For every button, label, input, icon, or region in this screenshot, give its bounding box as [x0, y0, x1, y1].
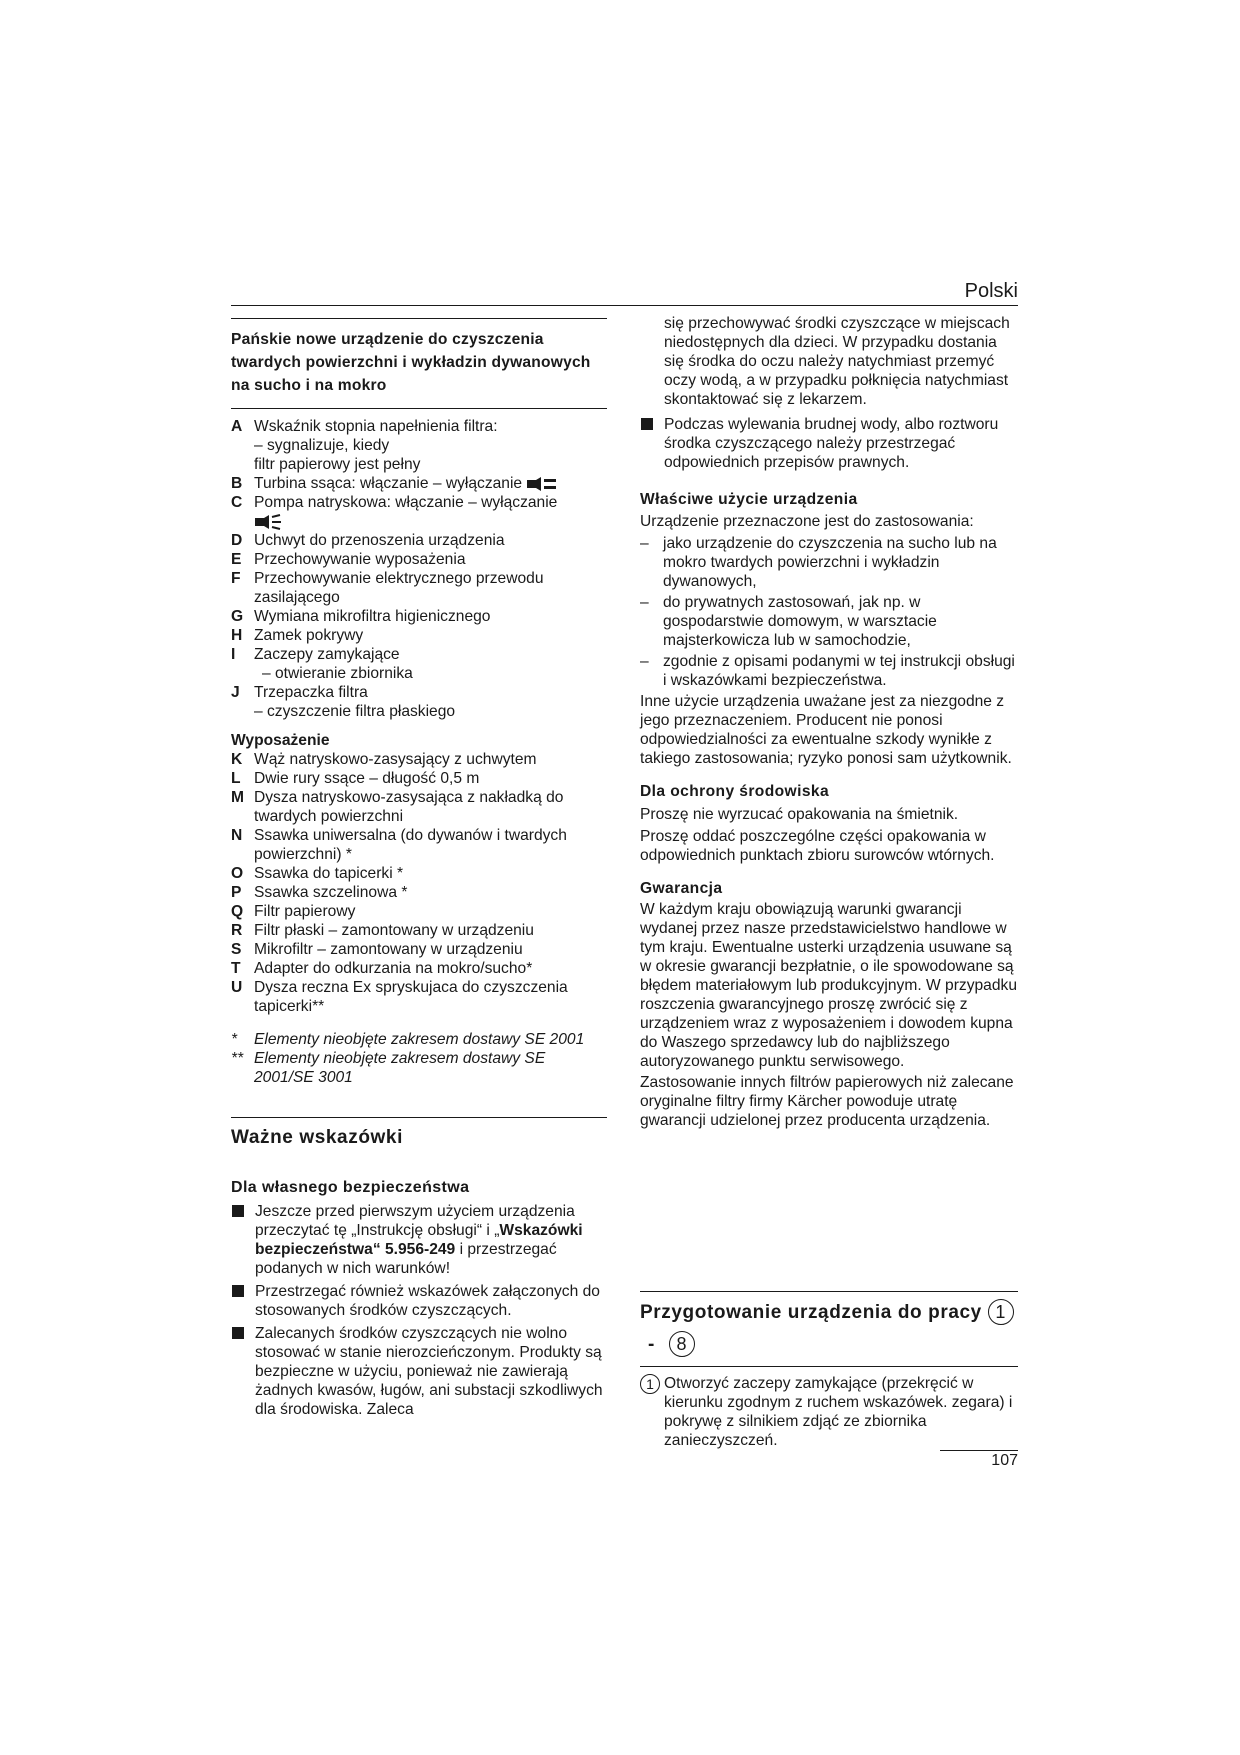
list-item: O Ssawka do tapicerki * [231, 865, 404, 882]
safety-bullet: Podczas wylewania brudnej wody, albo roztworu środka czyszczącego należy przestrzegać odpowiednich przepisów prawnych. [640, 415, 1018, 472]
important-rule [231, 1117, 607, 1118]
environment-p2: Proszę oddać poszczególne części opakowania w odpowiednich punktach zbioru surowców wtórnych. [640, 828, 995, 864]
list-item: – jako urządzenie do czyszczenia na sucho lub na mokro twardych powierzchni i wykładzin dywanowych, [640, 535, 997, 590]
list-item: Q Filtr papierowy [231, 903, 356, 920]
list-item: B Turbina ssąca: włączanie – wyłączanie [231, 474, 607, 493]
header-rule [231, 305, 1018, 306]
page-number: 107 [991, 1452, 1018, 1469]
intro-bottom-rule [231, 408, 607, 409]
environment-p1: Proszę nie wyrzucać opakowania na śmietnik. [640, 806, 959, 823]
footnote: ** Elementy nieobjęte zakresem dostawy SE 2001/SE 3001 [231, 1050, 546, 1086]
figure-ref-to: 8 [669, 1331, 695, 1357]
warranty-p1: W każdym kraju obowiązują warunki gwarancji wydanej przez nasze przedstawicielstwo handlowe w tym kraju. Ewentualne usterki urządzenia usuwane są w okresie gwarancji bezpłatnie, o ile spowodowane są błędem materiałowym lub produkcyjnym. W przypadku roszczenia gwarancyjnego proszę zwrócić się z urządzeniem wraz z wyposażeniem i dowodem kupna do Waszego sprzedawcy lub do najbliższego autoryzowanego punktu serwisowego. [640, 901, 1017, 1070]
important-heading: Ważne wskazówki [231, 1127, 403, 1148]
list-item: U Dysza reczna Ex spryskujaca do czyszczenia tapicerki** [231, 979, 568, 1015]
list-item: J Trzepaczka filtra [231, 684, 368, 701]
accessories-heading: Wyposażenie [231, 732, 330, 749]
intro-heading-block [231, 328, 607, 397]
step-item: 1 Otworzyć zaczepy zamykające (przekręcić w kierunku zgodnym z ruchem wskazówek. zegara) i pokrywę z silnikiem zdjąć ze zbiornika zanieczyszczeń. [640, 1374, 1018, 1450]
list-item: filtr papierowy jest pełny [254, 456, 421, 473]
safety-subheading: Dla własnego bezpieczeństwa [231, 1179, 470, 1196]
safety-bullet: Zalecanych środków czyszczących nie wolno stosować w stanie nierozcieńczonym. Produkty są bezpieczne w użyciu, ponieważ nie zawierają żadnych kwasów, ługów, ani substacji szkodliwych dla środowiska. Zaleca [231, 1324, 607, 1419]
bullet-square-icon [232, 1205, 244, 1217]
list-item: F Przechowywanie elektrycznego przewodu zasilającego [231, 570, 544, 606]
intro-top-rule [231, 318, 607, 319]
right-column-top [640, 314, 1018, 1130]
language-label: Polski [964, 280, 1018, 302]
list-item: C Pompa natryskowa: włączanie – wyłączanie [231, 493, 607, 531]
list-item: L Dwie rury ssące – długość 0,5 m [231, 770, 480, 787]
prep-top-rule [640, 1291, 1018, 1292]
list-item: H Zamek pokrywy [231, 627, 364, 644]
preparation-section [640, 1297, 1018, 1450]
list-item: – zgodnie z opisami podanymi w tej instrukcji obsługi i wskazówkami bezpieczeństwa. [640, 653, 1015, 689]
list-item: – otwieranie zbiornika [262, 665, 413, 682]
step-number: 1 [640, 1374, 660, 1394]
parts-list [231, 417, 607, 1087]
turbine-switch-icon [526, 477, 558, 491]
bullet-square-icon [232, 1327, 244, 1339]
warranty-heading: Gwarancja [640, 880, 723, 897]
preparation-heading: Przygotowanie urządzenia do pracy 1 - 8 [640, 1297, 1018, 1361]
list-item: R Filtr płaski – zamontowany w urządzeniu [231, 922, 534, 939]
bullet-square-icon [641, 418, 653, 430]
proper-use-heading: Właściwe użycie urządzenia [640, 491, 858, 508]
intro-heading: Pańskie nowe urządzenie do czyszczenia twardych powierzchni i wykładzin dywanowych na sucho i na mokro [231, 331, 591, 394]
list-item: N Ssawka uniwersalna (do dywanów i twardych powierzchni) * [231, 827, 567, 863]
list-item: T Adapter do odkurzania na mokro/sucho* [231, 960, 533, 977]
spray-pump-switch-icon [254, 514, 284, 530]
list-item: P Ssawka szczelinowa * [231, 884, 408, 901]
list-item: K Wąż natryskowo-zasysający z uchwytem [231, 751, 537, 768]
list-item: E Przechowywanie wyposażenia [231, 551, 466, 568]
bullet-square-icon [232, 1285, 244, 1297]
list-item: A Wskaźnik stopnia napełnienia filtra: [231, 418, 498, 435]
warranty-p2: Zastosowanie innych filtrów papierowych niż zalecane oryginalne filtry firmy Kärcher powoduje utratę gwarancji udzielonej przez producenta urządzenia. [640, 1074, 1014, 1129]
list-item: M Dysza natryskowo-zasysająca z nakładką do twardych powierzchni [231, 789, 564, 825]
safety-bullet-continued: się przechowywać środki czyszczące w miejscach niedostępnych dla dzieci. W przypadku dostania się środka do oczu należy natychmiast przemyć oczy wodą, a w przypadku połknięcia natychmiast skontaktować się z lekarzem. [664, 315, 1010, 408]
figure-ref-from: 1 [988, 1299, 1014, 1325]
list-item: G Wymiana mikrofiltra higienicznego [231, 608, 491, 625]
list-item: – czyszczenie filtra płaskiego [254, 703, 456, 720]
proper-use-intro: Urządzenie przeznaczone jest do zastosowania: [640, 513, 974, 530]
important-section [231, 1124, 607, 1423]
list-item: S Mikrofiltr – zamontowany w urządzeniu [231, 941, 523, 958]
environment-heading: Dla ochrony środowiska [640, 783, 830, 800]
safety-bullet: Przestrzegać również wskazówek załączonych do stosowanych środków czyszczących. [231, 1282, 607, 1320]
list-item: – do prywatnych zastosowań, jak np. w gospodarstwie domowym, w warsztacie majsterkowicza lub w samochodzie, [640, 594, 937, 649]
proper-use-other: Inne użycie urządzenia uważane jest za niezgodne z jego przeznaczeniem. Producent nie ponosi odpowiedzialności za ewentualne szkody wynikłe z takiego zastosowania; ryzyko ponosi sam użytkownik. [640, 693, 1012, 767]
list-item: – sygnalizuje, kiedy [254, 437, 390, 454]
footnote: * Elementy nieobjęte zakresem dostawy SE 2001 [231, 1031, 585, 1048]
list-item: I Zaczepy zamykające [231, 646, 400, 663]
page-number-rule [940, 1450, 1018, 1451]
safety-bullet: Jeszcze przed pierwszym użyciem urządzenia przeczytać tę „Instrukcję obsługi“ i „Wskazówki bezpieczeństwa“ 5.956-249 i przestrzegać podanych w nich warunków! [231, 1202, 607, 1278]
list-item: D Uchwyt do przenoszenia urządzenia [231, 532, 505, 549]
